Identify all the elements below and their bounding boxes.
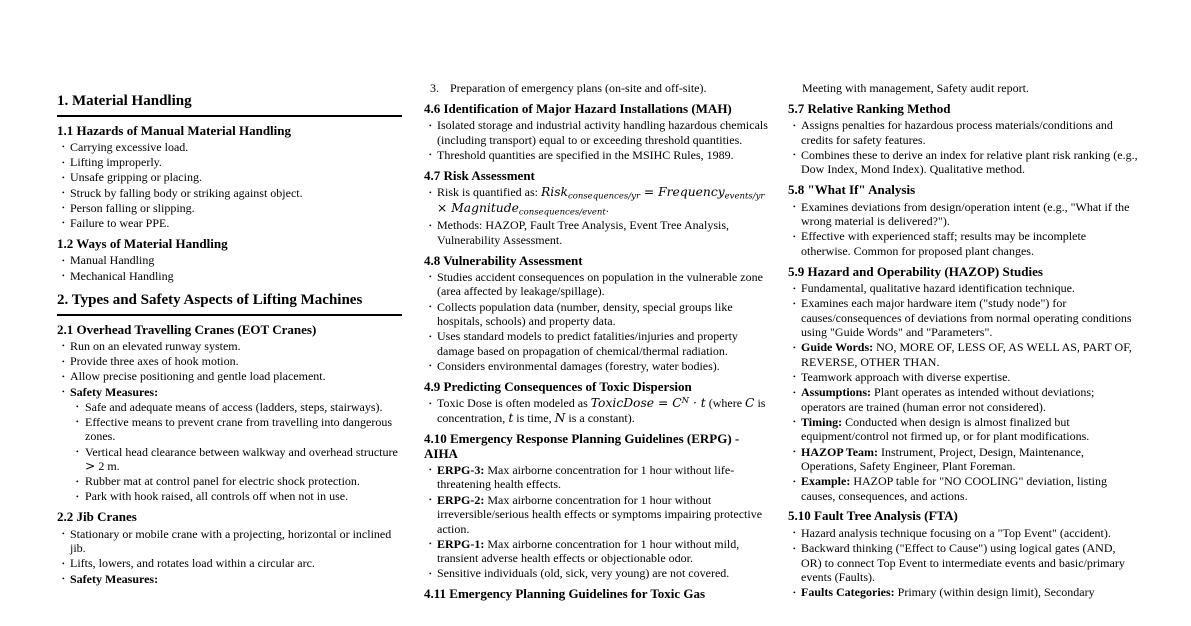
item-text: Teamwork approach with diverse expertise. bbox=[801, 370, 1011, 385]
list-item bbox=[57, 556, 402, 570]
item-text: Examines deviations from design/operation intent (e.g., "What if the wrong material is delivered?"). bbox=[801, 199, 1130, 229]
item-text: Safe and adequate means of access (ladders, steps, stairways). bbox=[85, 399, 383, 414]
subsection-heading: 4.6 Identification of Major Hazard Installations (MAH) bbox=[424, 100, 732, 116]
column-left bbox=[57, 92, 402, 587]
text-segment: Max airborne concentration for 1 hour without mild, transient adverse health effects or objectionable odor. bbox=[437, 536, 740, 566]
subsection-heading: 4.10 Emergency Response Planning Guidelines (ERPG) - AIHA bbox=[424, 430, 740, 461]
list-item bbox=[57, 253, 402, 267]
bullet-icon: • bbox=[62, 341, 65, 351]
text-segment: is time, bbox=[513, 410, 555, 425]
item-text: Lifting improperly. bbox=[70, 155, 162, 170]
subsection-heading: 1.2 Ways of Material Handling bbox=[57, 235, 228, 251]
text-segment-b: Assumptions: bbox=[801, 385, 872, 400]
text-segment: Plant operates as intended without deviations; operators are trained (human error not considered). bbox=[801, 385, 1095, 414]
item-text: Hazard analysis technique focusing on a "Top Event" (accident). bbox=[801, 525, 1111, 540]
bullet-icon: • bbox=[793, 476, 796, 486]
item-text: Considers environmental damages (forestry, water bodies). bbox=[437, 358, 720, 373]
list-item bbox=[788, 585, 1138, 599]
item-text: Sensitive individuals (old, sick, very young) are not covered. bbox=[437, 566, 730, 581]
text-segment-b: ERPG-1: bbox=[437, 536, 485, 551]
bullet-icon: • bbox=[793, 120, 796, 130]
list-item bbox=[57, 269, 402, 283]
bullet-icon: • bbox=[429, 331, 432, 341]
subsection-heading: 4.11 Emergency Planning Guidelines for Toxic Gas bbox=[424, 586, 706, 602]
bullet-icon: • bbox=[793, 342, 796, 352]
bullet-icon: • bbox=[793, 587, 796, 597]
bullet-icon: • bbox=[429, 272, 432, 282]
list-item bbox=[57, 369, 402, 383]
bullet-icon: • bbox=[429, 398, 432, 408]
text-segment: Primary (within design limit), Secondary bbox=[894, 585, 1095, 600]
text-segment-m: = bbox=[640, 185, 659, 200]
sub-list-item bbox=[57, 474, 402, 488]
text-segment-b: Faults Categories: bbox=[801, 585, 895, 600]
text-segment: (where bbox=[705, 396, 746, 411]
bullet-icon: • bbox=[429, 495, 432, 505]
item-text: Stationary or mobile crane with a projecting, horizontal or inclined jib. bbox=[70, 526, 392, 556]
list-item bbox=[424, 463, 772, 492]
list-item bbox=[57, 140, 402, 154]
bullet-icon: • bbox=[429, 187, 432, 197]
item-text bbox=[801, 415, 1089, 443]
text-segment: Max airborne concentration for 1 hour without life-threatening health effects. bbox=[437, 463, 735, 492]
list-item bbox=[788, 229, 1138, 258]
list-item bbox=[57, 155, 402, 169]
sub-list-item bbox=[57, 415, 402, 444]
item-text: Mechanical Handling bbox=[70, 268, 174, 283]
list-item bbox=[788, 118, 1138, 147]
list-item bbox=[424, 537, 772, 566]
text-segment-msub: consequences/event bbox=[518, 207, 606, 218]
subsection-heading: 5.9 Hazard and Operability (HAZOP) Studies bbox=[788, 263, 1043, 279]
list-item bbox=[57, 186, 402, 200]
item-text bbox=[437, 185, 765, 218]
list-item bbox=[788, 415, 1138, 444]
list-item bbox=[788, 370, 1138, 384]
bullet-icon: • bbox=[793, 372, 796, 382]
bullet-icon: • bbox=[62, 529, 65, 539]
list-item bbox=[788, 526, 1138, 540]
bullet-icon: • bbox=[62, 574, 65, 584]
item-text bbox=[801, 585, 1095, 599]
subsection-heading: 4.9 Predicting Consequences of Toxic Dispersion bbox=[424, 378, 692, 394]
item-text bbox=[437, 537, 739, 565]
item-text: Unsafe gripping or placing. bbox=[70, 170, 202, 185]
bullet-icon: • bbox=[793, 417, 796, 427]
bullet-icon: • bbox=[793, 231, 796, 241]
item-text bbox=[70, 385, 158, 399]
text-segment-m: Frequency bbox=[658, 185, 725, 200]
column-right bbox=[788, 81, 1138, 600]
item-text: Studies accident consequences on population in the vulnerable zone (area affected by leakage/spillage). bbox=[437, 270, 763, 299]
list-item bbox=[57, 354, 402, 368]
item-text: Allow precise positioning and gentle load placement. bbox=[70, 369, 326, 384]
item-text bbox=[437, 463, 734, 491]
item-text bbox=[801, 340, 1132, 368]
bullet-icon: • bbox=[62, 218, 65, 228]
list-item bbox=[424, 566, 772, 580]
bullet-icon: • bbox=[429, 302, 432, 312]
list-item bbox=[424, 185, 772, 217]
text-segment-b: HAZOP Team: bbox=[801, 444, 879, 459]
item-text: Methods: HAZOP, Fault Tree Analysis, Event Tree Analysis, Vulnerability Assessment. bbox=[437, 218, 730, 247]
bullet-icon: • bbox=[429, 120, 432, 130]
bullet-icon: • bbox=[76, 417, 79, 427]
item-text: Fundamental, qualitative hazard identification technique. bbox=[801, 281, 1075, 296]
item-text: Effective with experienced staff; results may be incomplete otherwise. Common for proposed plant changes. bbox=[801, 229, 1087, 258]
bullet-icon: • bbox=[62, 172, 65, 182]
subsection-heading: 4.7 Risk Assessment bbox=[424, 167, 535, 183]
text-segment: 2 m. bbox=[95, 459, 120, 474]
section-heading: 2. Types and Safety Aspects of Lifting Machines bbox=[57, 291, 402, 316]
bullet-icon: • bbox=[429, 220, 432, 230]
text-segment-m: > bbox=[85, 459, 96, 474]
text-segment-m: ToxicDose bbox=[590, 396, 655, 411]
item-text: Provide three axes of hook motion. bbox=[70, 354, 239, 369]
item-text: Backward thinking ("Effect to Cause") using logical gates (AND, OR) to connect Top Event to intermediate events and basic/primary events (Faults). bbox=[801, 541, 1125, 584]
bullet-icon: • bbox=[429, 568, 432, 578]
text-segment: Risk is quantified as: bbox=[437, 185, 541, 200]
text-segment: Max airborne concentration for 1 hour without irreversible/serious health effects or symptoms impairing protective action. bbox=[437, 492, 763, 536]
text-segment: HAZOP table for "NO COOLING" deviation, listing causes, consequences, and actions. bbox=[801, 474, 1107, 503]
list-item bbox=[57, 339, 402, 353]
list-item bbox=[788, 445, 1138, 474]
section-heading: 1. Material Handling bbox=[57, 92, 402, 117]
item-text: Assigns penalties for hazardous process materials/conditions and credits for safety features. bbox=[801, 118, 1113, 147]
column-middle bbox=[424, 81, 772, 604]
bullet-icon: • bbox=[62, 356, 65, 366]
subsection-heading: 2.2 Jib Cranes bbox=[57, 509, 137, 525]
item-text bbox=[437, 396, 765, 424]
list-item bbox=[788, 281, 1138, 295]
list-item bbox=[424, 300, 772, 329]
bullet-icon: • bbox=[793, 283, 796, 293]
bullet-icon: • bbox=[429, 539, 432, 549]
bullet-icon: • bbox=[793, 387, 796, 397]
item-text: Run on an elevated runway system. bbox=[70, 339, 241, 354]
bullet-icon: • bbox=[793, 202, 796, 212]
item-text: Effective means to prevent crane from travelling into dangerous zones. bbox=[85, 415, 392, 444]
item-text: Isolated storage and industrial activity handling hazardous chemicals (including transport) equal to or exceeding threshold quantities. bbox=[437, 118, 768, 147]
list-item bbox=[788, 385, 1138, 414]
text-segment-m: · t bbox=[689, 396, 706, 411]
list-item bbox=[424, 218, 772, 247]
text-segment-m: C bbox=[672, 396, 682, 411]
item-text: Preparation of emergency plans (on-site and off-site). bbox=[450, 81, 707, 95]
item-text: Failure to wear PPE. bbox=[70, 216, 170, 231]
list-item bbox=[57, 201, 402, 215]
item-text: Examines each major hardware item ("study node") for causes/consequences of deviations from normal operating conditions using "Guide Words" and "Parameters". bbox=[801, 296, 1132, 340]
item-text bbox=[801, 474, 1107, 502]
bullet-icon: • bbox=[76, 447, 79, 457]
list-item bbox=[788, 340, 1138, 369]
text-segment-b: ERPG-3: bbox=[437, 463, 485, 478]
subsection-heading: 2.1 Overhead Travelling Cranes (EOT Cranes) bbox=[57, 321, 317, 337]
bullet-icon: • bbox=[62, 558, 65, 568]
bullet-icon: • bbox=[793, 446, 796, 456]
list-item bbox=[788, 200, 1138, 229]
item-text: Combines these to derive an index for relative plant risk ranking (e.g., Dow Index, Mond Index). Qualitative method. bbox=[801, 148, 1138, 177]
text-segment-b: Safety Measures: bbox=[70, 571, 159, 586]
text-segment: is concentration, bbox=[437, 396, 766, 425]
item-text: Threshold quantities are specified in the MSIHC Rules, 1989. bbox=[437, 148, 734, 163]
sub-list-item bbox=[57, 400, 402, 414]
text-segment: Toxic Dose is often modeled as bbox=[437, 396, 591, 411]
item-text: Rubber mat at control panel for electric shock protection. bbox=[85, 474, 360, 489]
item-text: Carrying excessive load. bbox=[70, 140, 189, 154]
bullet-icon: • bbox=[62, 271, 65, 281]
item-text: Uses standard models to predict fatalities/injuries and property damage based on propagation of chemical/thermal radiation. bbox=[437, 329, 738, 358]
text-segment-m: N bbox=[554, 410, 566, 425]
bullet-icon: • bbox=[62, 371, 65, 381]
text-segment-b: Safety Measures: bbox=[70, 384, 159, 399]
text-segment-b: Example: bbox=[801, 474, 851, 489]
bullet-icon: • bbox=[429, 150, 432, 160]
text-segment: Vertical head clearance between walkway and overhead structure bbox=[85, 444, 398, 459]
list-item bbox=[424, 396, 772, 425]
bullet-icon: • bbox=[62, 255, 65, 265]
list-item bbox=[424, 118, 772, 147]
item-text bbox=[801, 385, 1094, 413]
item-text bbox=[70, 572, 158, 586]
text-segment: Instrument, Project, Design, Maintenance, Operations, Safety Engineer, Plant Foreman. bbox=[801, 444, 1084, 473]
bullet-icon: • bbox=[62, 387, 65, 397]
text-segment: Conducted when design is almost finalized but equipment/control not firmed up, or for plant modifications. bbox=[801, 414, 1090, 444]
bullet-icon: • bbox=[62, 157, 65, 167]
list-item bbox=[424, 493, 772, 536]
list-item bbox=[57, 527, 402, 556]
text-segment-m: × bbox=[437, 201, 452, 216]
text-segment-b: Timing: bbox=[801, 414, 843, 429]
bullet-icon: • bbox=[76, 491, 79, 501]
text-segment: is a constant). bbox=[565, 410, 635, 425]
item-number: 3. bbox=[430, 81, 439, 95]
text-segment-m: = bbox=[654, 396, 673, 411]
bullet-icon: • bbox=[793, 543, 796, 553]
numbered-item bbox=[424, 81, 772, 95]
bullet-icon: • bbox=[429, 465, 432, 475]
text-segment: . bbox=[605, 201, 609, 216]
bullet-icon: • bbox=[429, 361, 432, 371]
list-item bbox=[424, 148, 772, 162]
text-segment-b: Guide Words: bbox=[801, 340, 874, 355]
item-text: Struck by falling body or striking against object. bbox=[70, 185, 303, 200]
item-text: Collects population data (number, density, special groups like hospitals, schools) and property data. bbox=[437, 299, 733, 329]
item-text bbox=[801, 445, 1084, 473]
text-segment: NO, MORE OF, LESS OF, AS WELL AS, PART OF, REVERSE, OTHER THAN. bbox=[801, 340, 1132, 369]
list-item bbox=[424, 329, 772, 358]
list-item bbox=[424, 270, 772, 299]
text-segment-msub: events/yr bbox=[724, 191, 765, 202]
text-segment-m: Risk bbox=[541, 185, 568, 200]
subsection-heading: 5.8 "What If" Analysis bbox=[788, 182, 916, 198]
text-segment-b: ERPG-2: bbox=[437, 492, 485, 507]
item-text bbox=[85, 445, 398, 473]
list-item bbox=[788, 474, 1138, 503]
list-item bbox=[57, 385, 402, 399]
text-segment-m: t bbox=[508, 410, 514, 425]
text-segment-msup: N bbox=[681, 396, 690, 407]
sub-list-item bbox=[57, 445, 402, 474]
list-item bbox=[57, 170, 402, 184]
bullet-icon: • bbox=[62, 188, 65, 197]
item-text: Park with hook raised, all controls off when not in use. bbox=[85, 489, 349, 504]
subsection-heading: 5.10 Fault Tree Analysis (FTA) bbox=[788, 508, 958, 524]
list-item bbox=[57, 572, 402, 586]
list-item bbox=[57, 216, 402, 230]
item-text bbox=[437, 493, 762, 536]
text-segment-m: Magnitude bbox=[451, 201, 519, 216]
item-text: Lifts, lowers, and rotates load within a circular arc. bbox=[70, 556, 315, 571]
subsection-heading: 5.7 Relative Ranking Method bbox=[788, 100, 951, 116]
list-item bbox=[788, 148, 1138, 177]
continuation-line: Meeting with management, Safety audit report. bbox=[802, 81, 1029, 95]
item-text: Person falling or slipping. bbox=[70, 200, 195, 215]
bullet-icon: • bbox=[62, 142, 65, 152]
list-item bbox=[424, 359, 772, 373]
text-segment-m: C bbox=[745, 396, 755, 411]
sub-list-item bbox=[57, 489, 402, 503]
subsection-heading: 4.8 Vulnerability Assessment bbox=[424, 252, 583, 268]
bullet-icon: • bbox=[76, 476, 79, 486]
text-segment-msub: consequences/yr bbox=[567, 191, 641, 202]
bullet-icon: • bbox=[76, 402, 79, 412]
subsection-heading: 1.1 Hazards of Manual Material Handling bbox=[57, 122, 291, 138]
item-text: Manual Handling bbox=[70, 253, 155, 268]
list-item bbox=[788, 296, 1138, 339]
list-item bbox=[788, 541, 1138, 584]
bullet-icon: • bbox=[793, 298, 796, 308]
bullet-icon: • bbox=[62, 203, 65, 213]
bullet-icon: • bbox=[793, 150, 796, 160]
bullet-icon: • bbox=[793, 528, 796, 538]
